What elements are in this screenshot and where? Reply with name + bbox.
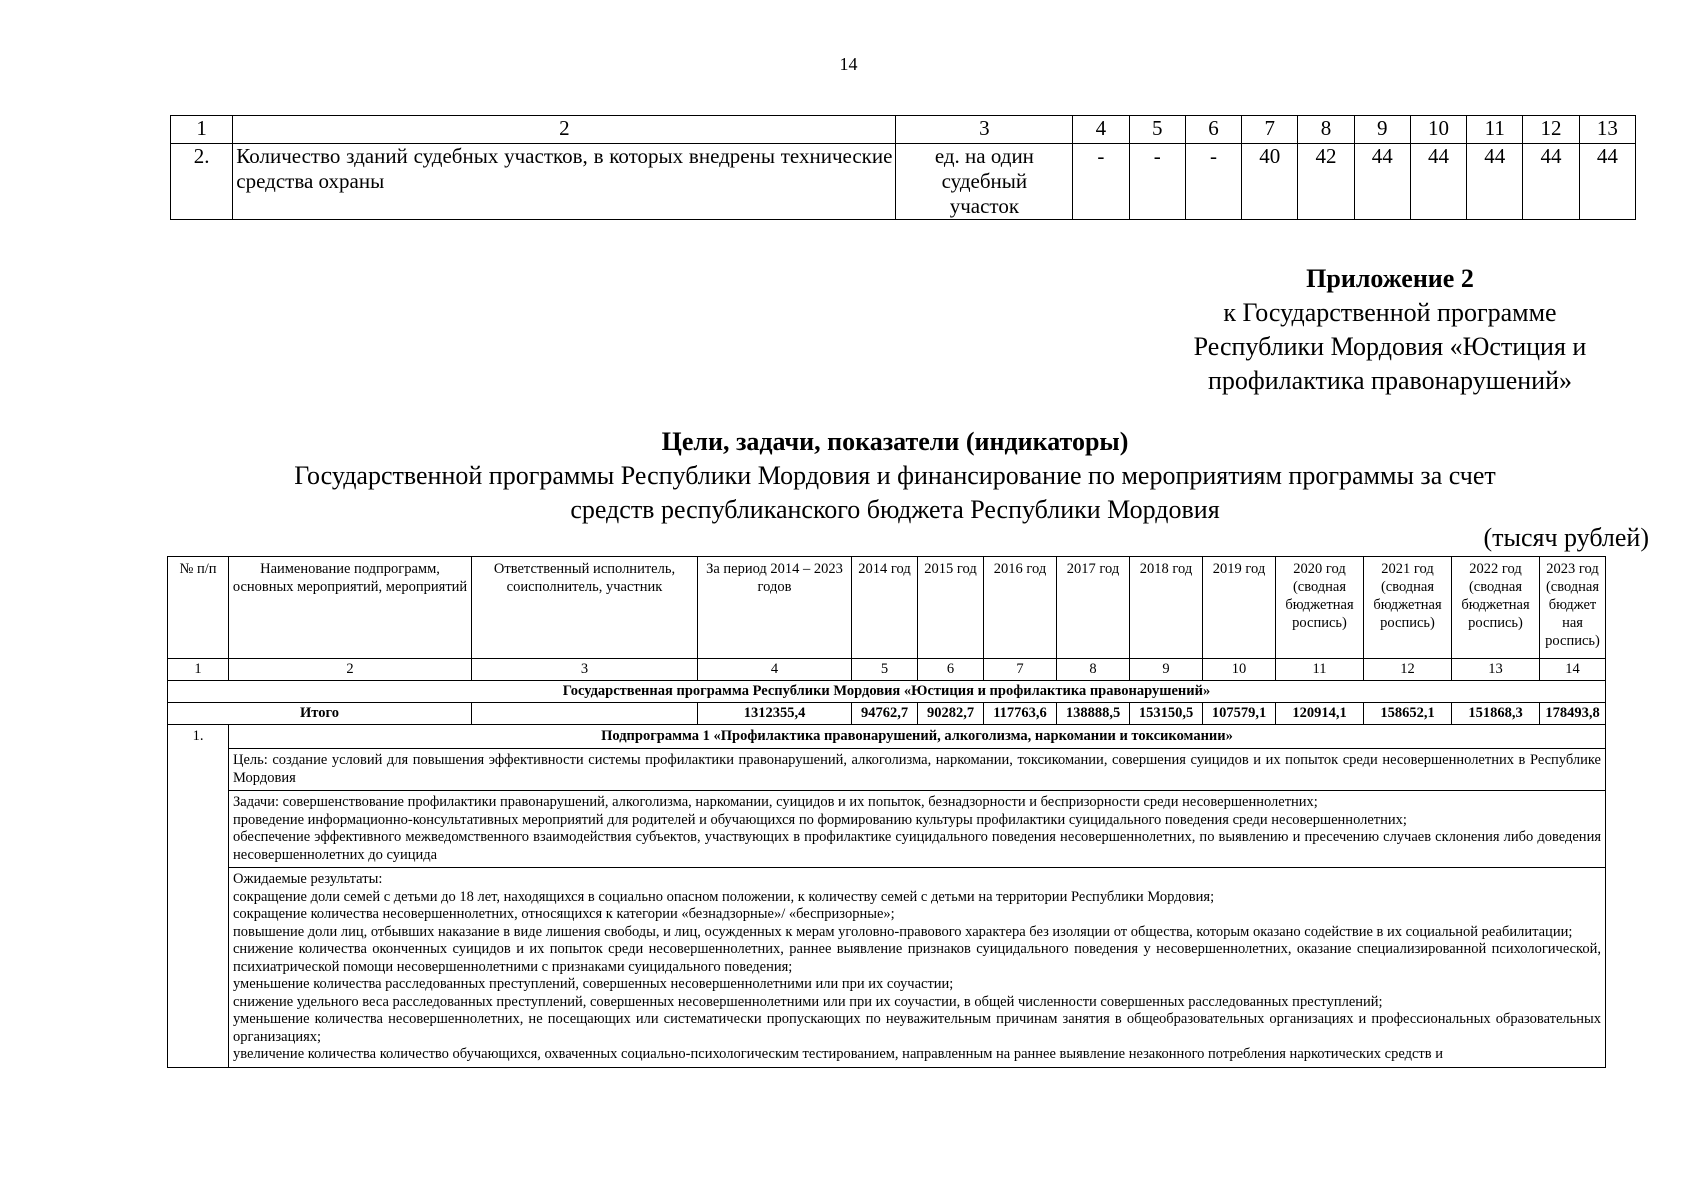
column-number: 12 xyxy=(1523,116,1579,144)
column-number: 2 xyxy=(233,116,896,144)
column-number: 4 xyxy=(698,659,852,681)
column-number: 1 xyxy=(171,116,233,144)
result-item: увеличение количества количество обучающихся, охваченных социально-психологическим тестированием, направленным на раннее выявление незаконного потребления наркотических средств и xyxy=(233,1046,1443,1062)
total-value: 153150,5 xyxy=(1130,703,1203,725)
appendix-line: профилактика правонарушений» xyxy=(1208,366,1572,395)
subprogram-title-row xyxy=(168,725,1606,749)
header-row xyxy=(168,557,1606,659)
result-item: повышение доли лиц, отбывших наказание в виде лишения свободы, и лиц, осужденных к мерам уголовно-правового характера без изоляции от общества, которым оказано содействие в их социальной реабилитации; xyxy=(233,923,1573,940)
appendix-line: к Государственной программе xyxy=(1223,298,1557,327)
indicator-value: 44 xyxy=(1523,144,1579,220)
column-header: 2021 год (сводная бюджетная роспись) xyxy=(1364,557,1452,659)
column-number: 5 xyxy=(1129,116,1185,144)
column-number-row xyxy=(171,116,1636,144)
result-item: снижение удельного веса расследованных преступлений, совершенных несовершеннолетними или при их соучастии, в общей численности совершенных расследованных преступлений; xyxy=(233,993,1383,1010)
indicator-value: 44 xyxy=(1354,144,1410,220)
column-header: 2022 год (сводная бюджетная роспись) xyxy=(1452,557,1540,659)
document-title-line: Государственной программы Республики Мордовия и финансирование по мероприятиям программы за счет xyxy=(294,461,1496,490)
column-header: № п/п xyxy=(168,557,229,659)
total-value: 107579,1 xyxy=(1203,703,1276,725)
document-title xyxy=(150,425,1640,527)
subprogram-tasks xyxy=(229,791,1606,868)
indicator-unit xyxy=(896,144,1073,220)
appendix-heading xyxy=(1150,262,1630,398)
page-number: 14 xyxy=(839,54,858,74)
total-value: 138888,5 xyxy=(1057,703,1130,725)
column-number: 11 xyxy=(1467,116,1523,144)
column-number: 8 xyxy=(1298,116,1354,144)
units-label: (тысяч рублей) xyxy=(1483,523,1649,552)
indicator-name: Количество зданий судебных участков, в которых внедрены технические средства охраны xyxy=(233,144,896,220)
column-header: За период 2014 – 2023 годов xyxy=(698,557,852,659)
column-number: 11 xyxy=(1276,659,1364,681)
indicator-value: - xyxy=(1185,144,1241,220)
column-number: 1 xyxy=(168,659,229,681)
column-number: 6 xyxy=(918,659,984,681)
column-number: 10 xyxy=(1410,116,1466,144)
program-title: Государственная программа Республики Мордовия «Юстиция и профилактика правонарушений» xyxy=(168,681,1606,703)
column-header: Ответственный исполнитель, соисполнитель, участник xyxy=(472,557,698,659)
column-number: 14 xyxy=(1540,659,1606,681)
column-number: 13 xyxy=(1579,116,1635,144)
task-item: проведение информационно-консультативных мероприятий для родителей и обучающихся по формированию культуры профилактики суицидального поведения среди несовершеннолетних; xyxy=(233,811,1407,828)
document-title-bold: Цели, задачи, показатели (индикаторы) xyxy=(661,427,1129,456)
total-value: 151868,3 xyxy=(1452,703,1540,725)
column-number: 8 xyxy=(1057,659,1130,681)
column-number: 9 xyxy=(1354,116,1410,144)
column-number: 6 xyxy=(1185,116,1241,144)
total-value: 120914,1 xyxy=(1276,703,1364,725)
column-number: 4 xyxy=(1073,116,1129,144)
total-value: 117763,6 xyxy=(984,703,1057,725)
result-item: Ожидаемые результаты: xyxy=(233,871,383,887)
subprogram-goal: Цель: создание условий для повышения эффективности системы профилактики правонарушений, алкоголизма, наркомании, токсикомании, совершения суицидов и их попыток среди несовершеннолетних в Республике Мордовия xyxy=(229,749,1606,791)
indicator-value: 44 xyxy=(1410,144,1466,220)
column-header: 2014 год xyxy=(852,557,918,659)
column-number: 12 xyxy=(1364,659,1452,681)
result-item: сокращение доли семей с детьми до 18 лет, находящихся в социально опасном положении, к количеству семей с детьми на территории Республики Мордовия; xyxy=(233,888,1215,905)
total-value: 90282,7 xyxy=(918,703,984,725)
result-item: сокращение количества несовершеннолетних, относящихся к категории «безнадзорные»/ «беспризорные»; xyxy=(233,906,895,922)
tasks-row xyxy=(168,791,1606,868)
indicators-table-continuation xyxy=(170,115,1636,220)
appendix-line: Республики Мордовия «Юстиция и xyxy=(1193,332,1587,361)
task-item: Задачи: совершенствование профилактики правонарушений, алкоголизма, наркомании, суицидов и их попыток, безнадзорности и беспризорности среди несовершеннолетних; xyxy=(233,794,1318,810)
appendix-title: Приложение 2 xyxy=(1306,264,1474,293)
column-header: Наименование подпрограмм, основных мероприятий, мероприятий xyxy=(229,557,472,659)
total-label: Итого xyxy=(168,703,472,725)
document-title-line: средств республиканского бюджета Республики Мордовия xyxy=(570,495,1220,524)
result-item: уменьшение количества расследованных преступлений, совершенных несовершеннолетними или при их соучастии; xyxy=(233,976,954,992)
column-header: 2023 год (сводная бюджет ная роспись) xyxy=(1540,557,1606,659)
column-number: 7 xyxy=(984,659,1057,681)
expected-results xyxy=(229,868,1606,1068)
total-value: 158652,1 xyxy=(1364,703,1452,725)
column-header: 2018 год xyxy=(1130,557,1203,659)
table-row xyxy=(171,144,1636,220)
indicator-value: 44 xyxy=(1467,144,1523,220)
row-number: 2. xyxy=(171,144,233,220)
result-item: уменьшение количества несовершеннолетних, не посещающих или систематически пропускающих по неуважительным причинам занятия в общеобразовательных организациях и профессиональных образовательных организациях; xyxy=(233,1011,1601,1045)
unit-line: судебный xyxy=(941,169,1028,193)
column-header: 2019 год xyxy=(1203,557,1276,659)
subprogram-number: 1. xyxy=(168,725,229,1068)
unit-line: ед. на один xyxy=(934,144,1034,168)
column-number-row xyxy=(168,659,1606,681)
result-item: снижение количества оконченных суицидов и их попыток среди несовершеннолетних, раннее выявление признаков суицидального поведения у несовершеннолетних, оказание специализированной психологической, психиатрической помощи несовершеннолетними с признаками суицидального поведения; xyxy=(233,941,1601,975)
unit-line: участок xyxy=(949,194,1020,218)
column-number: 3 xyxy=(472,659,698,681)
total-value: 1312355,4 xyxy=(698,703,852,725)
indicator-value: - xyxy=(1129,144,1185,220)
column-number: 9 xyxy=(1130,659,1203,681)
financing-table xyxy=(167,556,1606,1068)
total-value: 94762,7 xyxy=(852,703,918,725)
task-item: обеспечение эффективного межведомственного взаимодействия субъектов, участвующих в профилактике суицидального поведения несовершеннолетних, по выявлению и пресечению случаев склонения либо доведения несовершеннолетних до суицида xyxy=(233,829,1601,863)
column-number: 10 xyxy=(1203,659,1276,681)
indicator-value: 42 xyxy=(1298,144,1354,220)
column-number: 7 xyxy=(1242,116,1298,144)
column-number: 13 xyxy=(1452,659,1540,681)
column-header: 2016 год xyxy=(984,557,1057,659)
column-number: 2 xyxy=(229,659,472,681)
results-row xyxy=(168,868,1606,1068)
program-title-row xyxy=(168,681,1606,703)
column-number: 3 xyxy=(896,116,1073,144)
total-row xyxy=(168,703,1606,725)
indicator-value: 44 xyxy=(1579,144,1635,220)
indicator-value: - xyxy=(1073,144,1129,220)
total-value: 178493,8 xyxy=(1540,703,1606,725)
goal-row xyxy=(168,749,1606,791)
column-number: 5 xyxy=(852,659,918,681)
indicator-value: 40 xyxy=(1242,144,1298,220)
column-header: 2020 год (сводная бюджетная роспись) xyxy=(1276,557,1364,659)
subprogram-title: Подпрограмма 1 «Профилактика правонарушений, алкоголизма, наркомании и токсикомании» xyxy=(229,725,1606,749)
total-executor xyxy=(472,703,698,725)
column-header: 2017 год xyxy=(1057,557,1130,659)
column-header: 2015 год xyxy=(918,557,984,659)
